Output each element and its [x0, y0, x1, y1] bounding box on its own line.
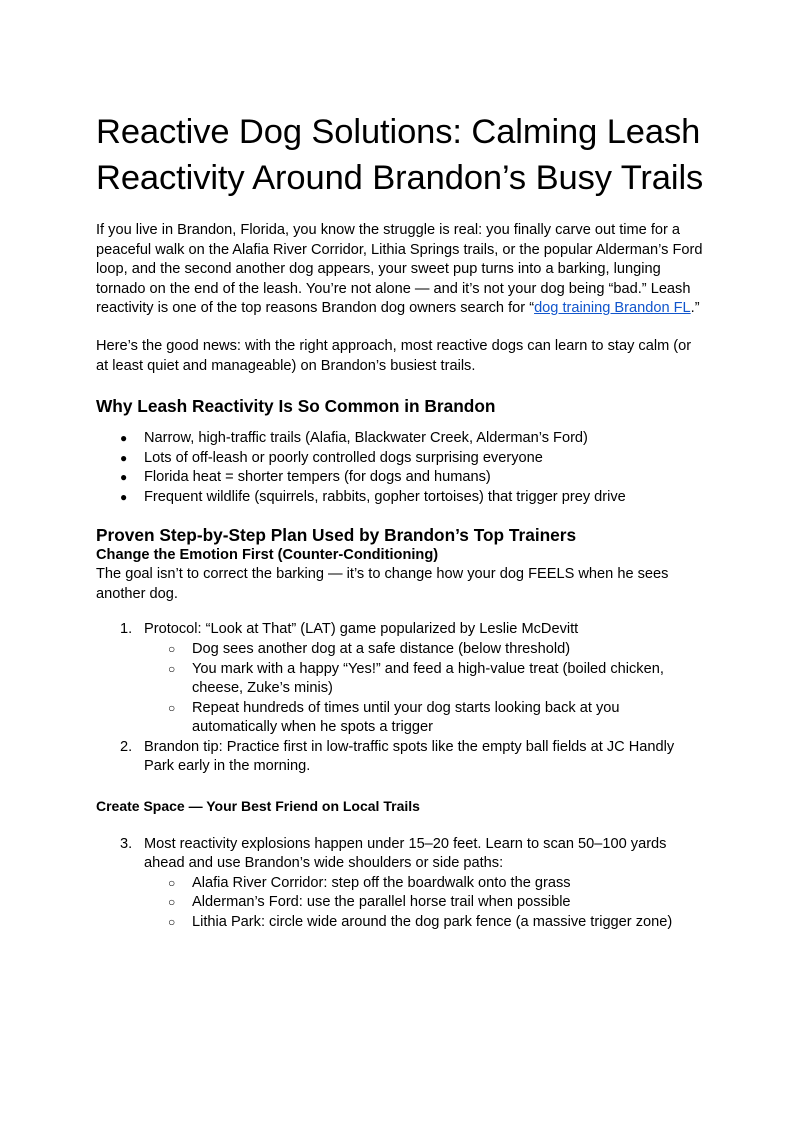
subheading-space: Create Space — Your Best Friend on Local Trails: [96, 798, 420, 815]
intro-text: If you live in Brandon, Florida, you know the struggle is real: you finally carve out time for a peaceful walk on the Alafia River Corridor, Lithia Springs trails, or the popular Alderman’s Ford loop, and the second another dog appears, your sweet pup turns into a barking, lunging tornado on the end of the leash. You’re not alone — and it’s not your dog being “bad.” Leash reactivity is one of the top reasons Brandon dog owners search for “: [96, 222, 703, 317]
list-item-text: Frequent wildlife (squirrels, rabbits, gopher tortoises) that trigger prey drive: [144, 488, 626, 505]
sub-item-text: Repeat hundreds of times until your dog starts looking back at you automatically when he spots a trigger: [192, 699, 620, 736]
sub-item-text: Alderman’s Ford: use the parallel horse trail when possible: [192, 894, 571, 911]
sub-list: [144, 640, 706, 738]
emotion-paragraph: The goal isn’t to correct the barking — it’s to change how your dog FEELS when he sees another dog.: [96, 566, 669, 602]
circle-marker: ○: [168, 895, 176, 910]
sub-item-text: You mark with a happy “Yes!” and feed a high-value treat (boiled chicken, cheese, Zuke’s minis): [192, 660, 664, 697]
steps-list: [96, 620, 706, 777]
step-text: Brandon tip: Practice first in low-traffic spots like the empty ball fields at JC Handly Park early in the morning.: [144, 738, 675, 775]
list-item: [96, 429, 706, 449]
step-text: Protocol: “Look at That” (LAT) game popularized by Leslie McDevitt: [144, 621, 579, 638]
sub-list-item: [144, 660, 706, 699]
intro-paragraph: [96, 221, 706, 319]
step-item: [96, 738, 706, 777]
sub-list-item: [144, 640, 706, 660]
step-number: 2.: [120, 738, 133, 755]
list-item-text: Narrow, high-traffic trails (Alafia, Blackwater Creek, Alderman’s Ford): [144, 430, 588, 447]
sub-list-item: [144, 913, 706, 933]
circle-marker: ○: [168, 915, 176, 930]
sub-list-item: [144, 893, 706, 913]
bullet-marker: ●: [120, 431, 128, 446]
step-text: Most reactivity explosions happen under 15–20 feet. Learn to scan 50–100 yards ahead and use Brandon’s wide shoulders or side paths:: [144, 835, 667, 872]
page-title: Reactive Dog Solutions: Calming Leash Reactivity Around Brandon’s Busy Trails: [96, 113, 704, 197]
sub-item-text: Alafia River Corridor: step off the boardwalk onto the grass: [192, 874, 571, 891]
bullet-marker: ●: [120, 470, 128, 485]
circle-marker: ○: [168, 700, 176, 715]
bullet-marker: ●: [120, 489, 128, 504]
step-number: 3.: [120, 835, 133, 852]
sub-item-text: Lithia Park: circle wide around the dog park fence (a massive trigger zone): [192, 914, 673, 931]
sub-list-item: [144, 874, 706, 894]
steps-list-continued: [96, 835, 706, 933]
document-page: [96, 110, 706, 933]
section-heading-plan: Proven Step-by-Step Plan Used by Brandon’s Top Trainers: [96, 524, 577, 545]
bullet-marker: ●: [120, 450, 128, 465]
sub-list-item: [144, 699, 706, 738]
circle-marker: ○: [168, 875, 176, 890]
circle-marker: ○: [168, 641, 176, 656]
list-item: [96, 488, 706, 508]
list-item: [96, 468, 706, 488]
list-item-text: Florida heat = shorter tempers (for dogs and humans): [144, 469, 491, 486]
step-item: [96, 835, 706, 933]
dog-training-link[interactable]: dog training Brandon FL: [534, 300, 691, 317]
step-item: [96, 620, 706, 738]
circle-marker: ○: [168, 661, 176, 676]
reasons-list: [96, 429, 706, 507]
section-heading-why: Why Leash Reactivity Is So Common in Brandon: [96, 396, 496, 417]
step-number: 1.: [120, 621, 133, 638]
sub-item-text: Dog sees another dog at a safe distance (below threshold): [192, 640, 571, 657]
list-item: [96, 449, 706, 469]
subheading-emotion: Change the Emotion First (Counter-Conditioning): [96, 546, 439, 563]
list-item-text: Lots of off-leash or poorly controlled dogs surprising everyone: [144, 449, 543, 466]
intro-text-end: .”: [690, 300, 700, 317]
sub-list: [144, 874, 706, 933]
good-news-paragraph: Here’s the good news: with the right approach, most reactive dogs can learn to stay calm (or at least quiet and manageable) on Brandon’s busiest trails.: [96, 337, 692, 374]
